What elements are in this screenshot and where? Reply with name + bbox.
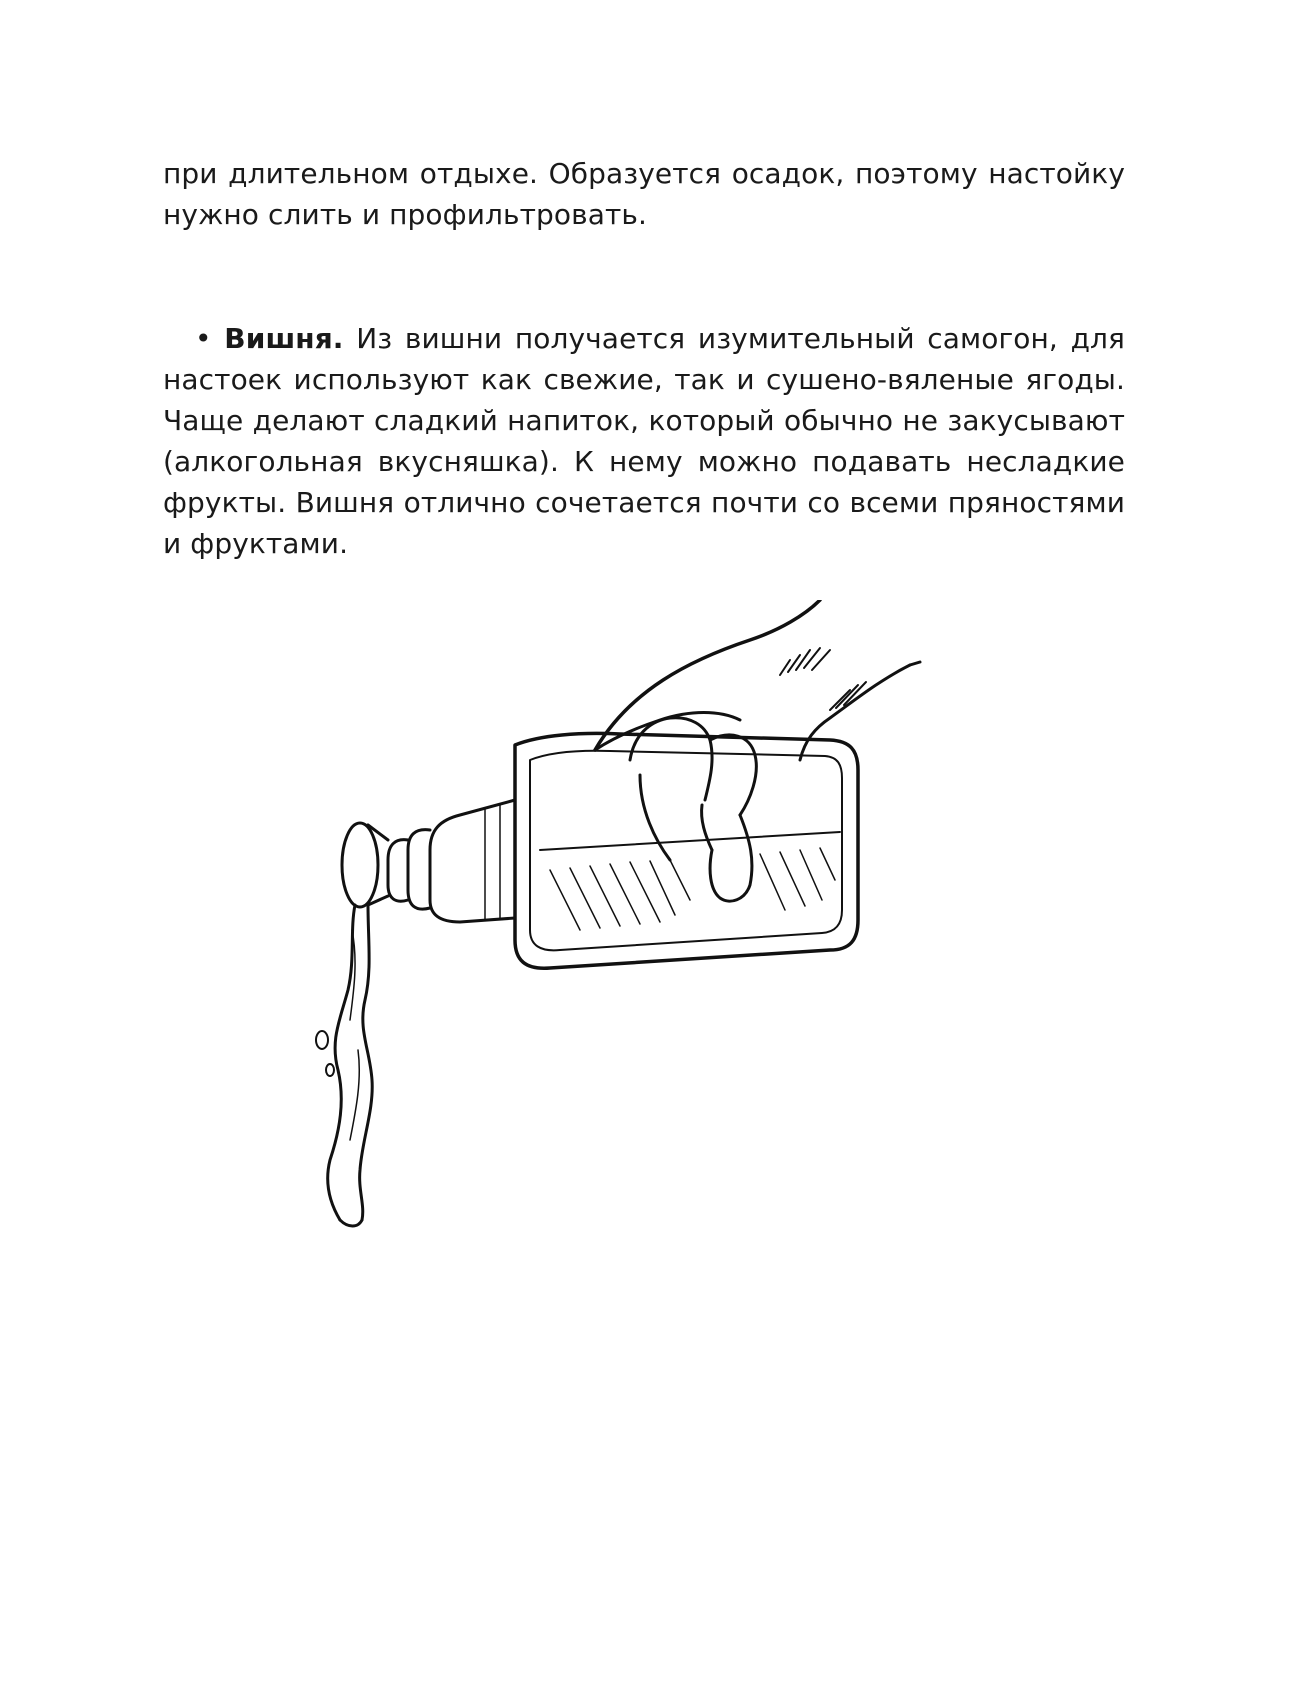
- term-cherry: Вишня.: [224, 322, 344, 355]
- hand-pouring-bottle-illustration: [310, 600, 950, 1290]
- paragraph-continuation: [163, 153, 1125, 235]
- paragraph-cherry-body: [163, 318, 1125, 564]
- paragraph-cherry: [163, 318, 1125, 564]
- paragraph-cherry-text: Из вишни получается изумительный самогон, для настоек используют как свежие, так и сушено-вяленые ягоды. Чаще делают сладкий напиток, который обычно не закусывают (алкогольная вкусняшка). К нему можно подавать несладкие фрукты. Вишня отлично сочетается почти со всеми пряностями и фруктами.: [163, 322, 1125, 560]
- bullet-icon: •: [195, 322, 212, 355]
- paragraph-continuation-text: при длительном отдыхе. Образуется осадок, поэтому настойку нужно слить и профильтровать.: [163, 157, 1125, 231]
